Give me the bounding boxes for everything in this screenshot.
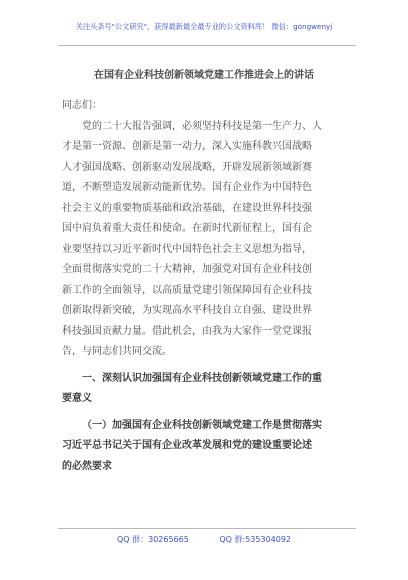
paragraph-line: 科技强国贡献力量。借此机会，由我为大家作一堂党课报 [62,325,312,337]
paragraph-line: 创新取得新突破，为实现高水平科技自立自强、建设世界 [62,305,312,316]
paragraph-line: 才是第一资源、创新是第一动力，深入实施科教兴国战略 [62,141,312,152]
section-heading-line: 要意义 [62,393,92,404]
document-title: 在国有企业科技创新领域党建工作推进会上的讲话 [94,70,314,81]
salutation: 同志们： [62,100,102,111]
paragraph-line: 道，不断塑造发展新动能新优势。国有企业作为中国特色 [62,182,312,193]
paragraph-line: 新工作的全面领导，以高质量党建引领保障国有企业科技 [62,284,312,296]
section-heading-line: 一、深刻认识加强国有企业科技创新领域党建工作的重 [82,372,322,384]
footer-contacts [0,534,408,545]
paragraph-line: 党的二十大报告强调，必须坚持科技是第一生产力、人 [82,120,322,132]
subsection-heading-line: （一）加强国有企业科技创新领域党建工作是贯彻落实 [82,419,322,431]
paragraph-line: 社会主义的重要物质基础和政治基础，在建设世界科技强 [62,202,312,214]
footer-divider [58,528,356,529]
footer-qq-group-2: QQ 群:535304092 [219,535,292,544]
document-body [62,96,352,477]
header-notice: 关注头条号"公文研究"，获得最新最全最专业的公文资料库！ 微信：gongwenyj [75,22,333,31]
footer-qq-group-1: QQ 群：30265665 [116,535,189,544]
paragraph-line: 全面贯彻落实党的二十大精神，加强党对国有企业科技创 [62,264,312,275]
subsection-heading-line: 的必然要求 [62,460,112,472]
paragraph-line: 国中肩负着重大责任和使命。在新时代新征程上，国有企 [62,223,312,234]
paragraph-line: 业要坚持以习近平新时代中国特色社会主义思想为指导， [62,243,312,255]
header-divider [58,45,356,46]
subsection-heading-line: 习近平总书记关于国有企业改革发展和党的建设重要论述 [62,440,312,451]
paragraph-line: 告，与同志们共同交流。 [62,346,172,357]
paragraph-line: 人才强国战略、创新驱动发展战略，开辟发展新领域新赛 [62,161,312,173]
